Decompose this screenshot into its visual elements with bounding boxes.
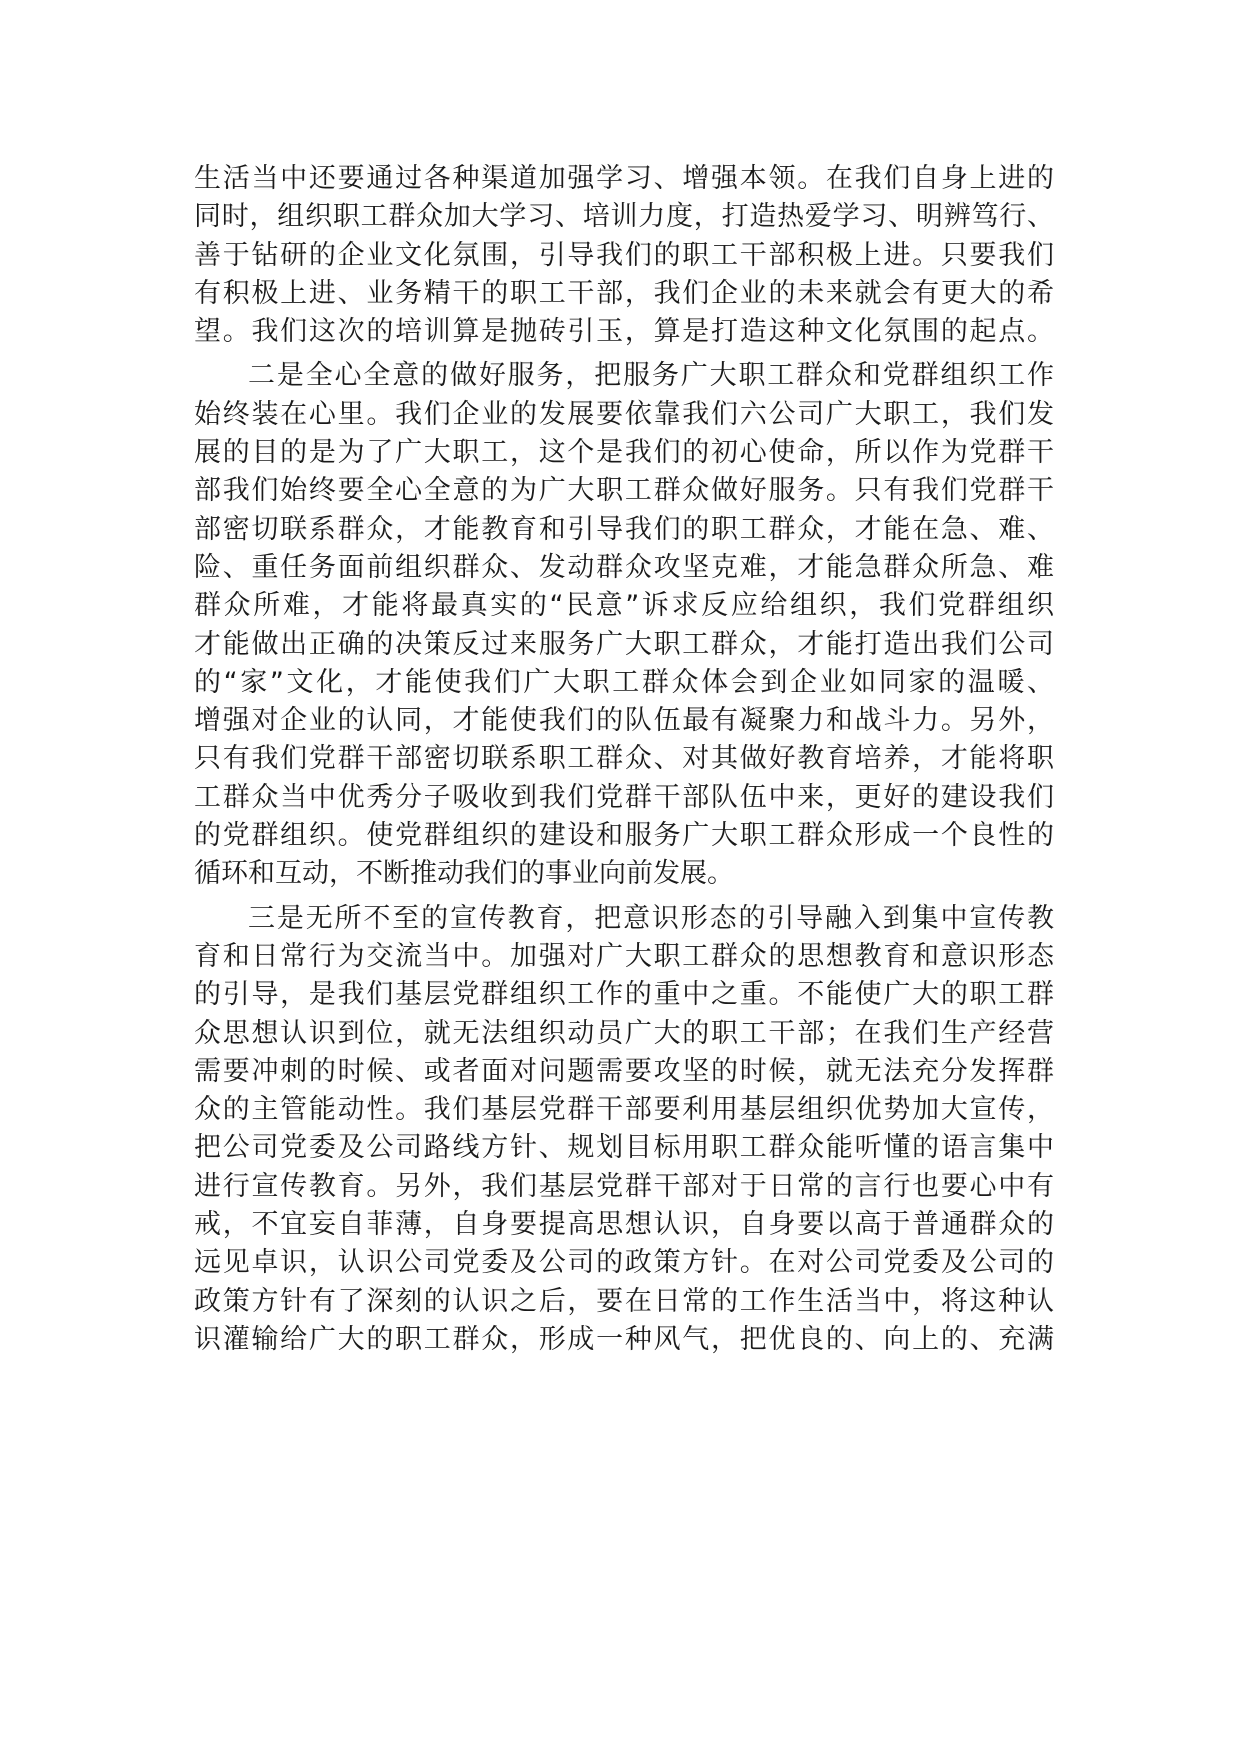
text-line: 才能做出正确的决策反过来服务广大职工群众，才能打造出我们公司: [194, 628, 1054, 660]
text-line: 工群众当中优秀分子吸收到我们党群干部队伍中来，更好的建设我们: [194, 781, 1054, 813]
text-line: 众思想认识到位，就无法组织动员广大的职工干部；在我们生产经营: [194, 1017, 1054, 1049]
text-line: 部我们始终要全心全意的为广大职工群众做好服务。只有我们党群干: [194, 475, 1054, 507]
text-line: 望。我们这次的培训算是抛砖引玉，算是打造这种文化氛围的起点。: [194, 316, 1054, 348]
text-line: 把公司党委及公司路线方针、规划目标用职工群众能听懂的语言集中: [194, 1132, 1054, 1164]
paragraph-2: [194, 357, 1054, 893]
body-text: [194, 160, 1054, 1365]
text-line: 进行宣传教育。另外，我们基层党群干部对于日常的言行也要心中有: [194, 1170, 1054, 1202]
text-line: 二是全心全意的做好服务，把服务广大职工群众和党群组织工作: [248, 360, 1054, 392]
text-line: 的“家”文化，才能使我们广大职工群众体会到企业如同家的温暖、: [194, 666, 1054, 698]
text-line: 识灌输给广大的职工群众，形成一种风气，把优良的、向上的、充满: [194, 1323, 1054, 1355]
text-line: 只有我们党群干部密切联系职工群众、对其做好教育培养，才能将职: [194, 743, 1054, 775]
text-line: 部密切联系群众，才能教育和引导我们的职工群众，才能在急、难、: [194, 513, 1054, 545]
text-line: 的党群组织。使党群组织的建设和服务广大职工群众形成一个良性的: [194, 820, 1054, 852]
text-line: 戒，不宜妄自菲薄，自身要提高思想认识，自身要以高于普通群众的: [194, 1209, 1054, 1241]
paragraph-3: [194, 900, 1054, 1360]
text-line: 险、重任务面前组织群众、发动群众攻坚克难，才能急群众所急、难: [194, 551, 1054, 583]
text-line: 增强对企业的认同，才能使我们的队伍最有凝聚力和战斗力。另外，: [194, 705, 1054, 737]
text-line: 展的目的是为了广大职工，这个是我们的初心使命，所以作为党群干: [194, 437, 1054, 469]
text-line: 政策方针有了深刻的认识之后，要在日常的工作生活当中，将这种认: [194, 1285, 1054, 1317]
paragraph-1: [194, 160, 1054, 351]
text-line: 需要冲刺的时候、或者面对问题需要攻坚的时候，就无法充分发挥群: [194, 1055, 1054, 1087]
text-line: 远见卓识，认识公司党委及公司的政策方针。在对公司党委及公司的: [194, 1247, 1054, 1279]
text-line: 有积极上进、业务精干的职工干部，我们企业的未来就会有更大的希: [194, 277, 1054, 309]
text-line: 群众所难，才能将最真实的“民意”诉求反应给组织，我们党群组织: [194, 590, 1054, 622]
text-line: 善于钻研的企业文化氛围，引导我们的职工干部积极上进。只要我们: [194, 239, 1054, 271]
text-line: 众的主管能动性。我们基层党群干部要利用基层组织优势加大宣传，: [194, 1094, 1054, 1126]
text-line: 育和日常行为交流当中。加强对广大职工群众的思想教育和意识形态: [194, 940, 1054, 972]
text-line: 循环和互动，不断推动我们的事业向前发展。: [194, 858, 734, 890]
text-line: 三是无所不至的宣传教育，把意识形态的引导融入到集中宣传教: [248, 902, 1054, 934]
text-line: 同时，组织职工群众加大学习、培训力度，打造热爱学习、明辨笃行、: [194, 201, 1054, 233]
text-line: 生活当中还要通过各种渠道加强学习、增强本领。在我们自身上进的: [194, 163, 1054, 194]
text-line: 始终装在心里。我们企业的发展要依靠我们六公司广大职工，我们发: [194, 398, 1054, 430]
text-line: 的引导，是我们基层党群组织工作的重中之重。不能使广大的职工群: [194, 979, 1054, 1011]
